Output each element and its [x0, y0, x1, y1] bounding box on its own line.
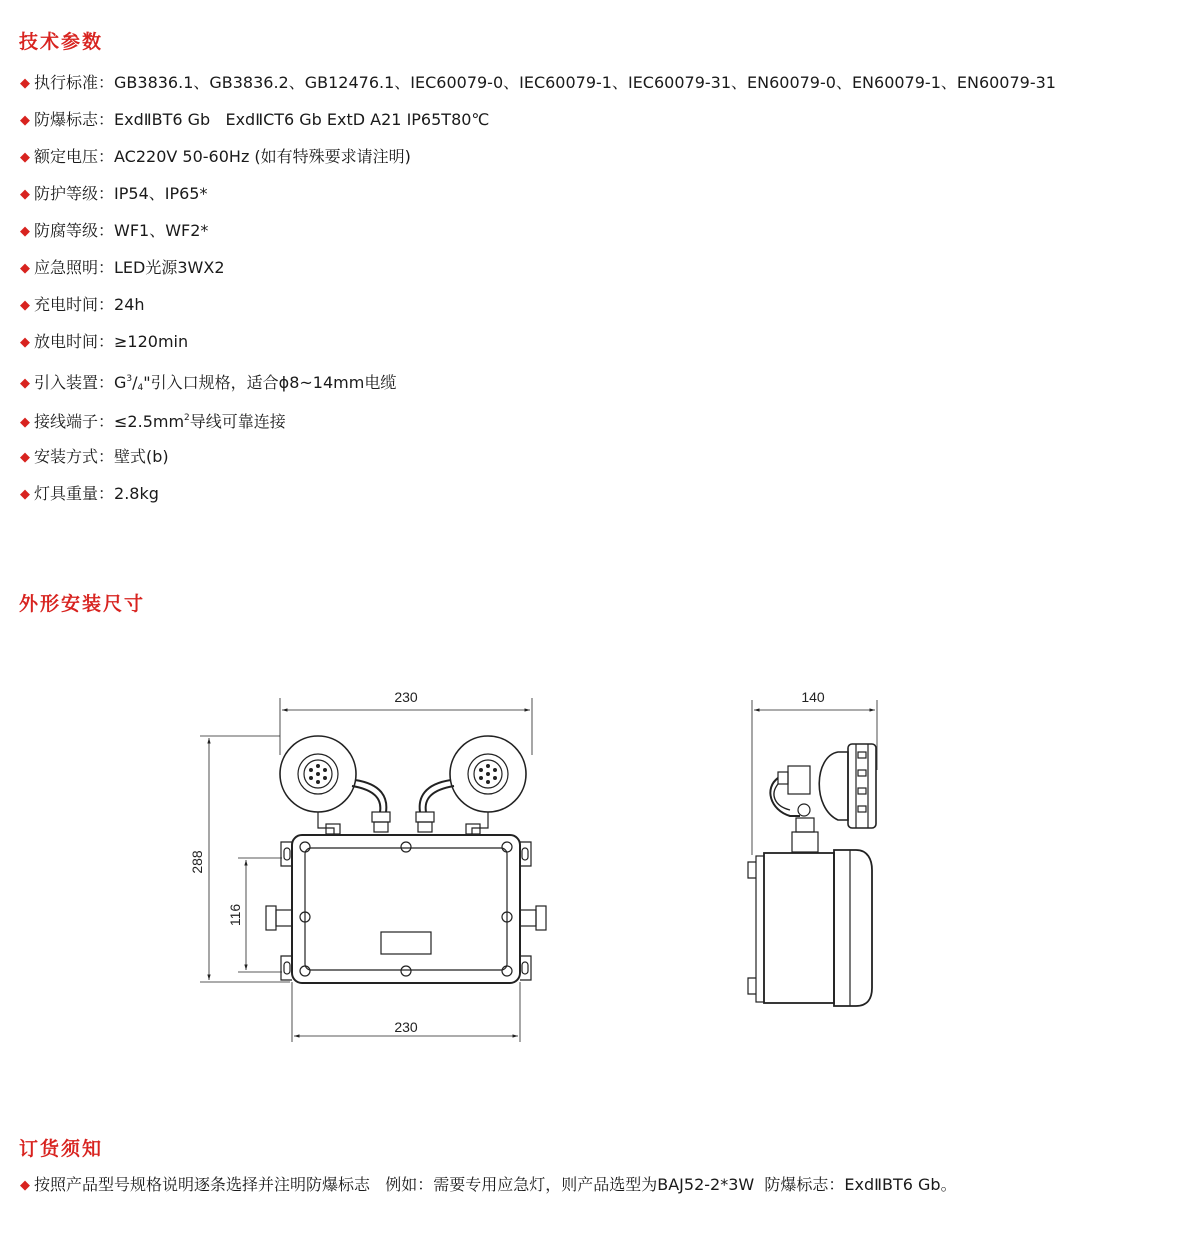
spec-item-terminal [20, 405, 1056, 444]
diamond-bullet-icon: ◆ [20, 450, 30, 465]
diamond-bullet-icon: ◆ [20, 261, 30, 276]
spec-item-anticorrosion [20, 218, 1056, 255]
spec-value: 2.8kg [114, 484, 159, 503]
spec-item-protection [20, 181, 1056, 218]
diamond-bullet-icon: ◆ [20, 76, 30, 91]
spec-label: 接线端子： [34, 412, 115, 431]
spec-label: 额定电压： [34, 147, 115, 166]
spec-value: 导线可靠连接 [189, 412, 286, 431]
spec-value: GB3836.1、GB3836.2、GB12476.1、IEC60079-0、IEC60079-1、IEC60079-31、EN60079-0、EN60079-1、EN60079-31 [114, 73, 1056, 92]
spec-label: 充电时间： [34, 295, 115, 314]
thread-letter: G [114, 373, 127, 392]
spec-value: IP54、IP65* [114, 184, 208, 203]
side-view [748, 689, 877, 1006]
spec-label: 防腐等级： [34, 221, 115, 240]
spec-value: ≥120min [114, 332, 189, 351]
spec-item-weight [20, 481, 1056, 518]
diamond-bullet-icon: ◆ [20, 1178, 30, 1193]
spec-item-ex-marking [20, 107, 1056, 144]
diamond-bullet-icon: ◆ [20, 335, 30, 350]
spec-item-entry [20, 366, 1056, 405]
technical-drawing [0, 670, 1200, 1120]
spec-item-mounting [20, 444, 1056, 481]
diamond-bullet-icon: ◆ [20, 187, 30, 202]
spec-label: 防爆标志： [34, 110, 115, 129]
spec-label: 引入装置： [34, 373, 115, 392]
front-view [189, 689, 546, 1042]
spec-item-charge-time [20, 292, 1056, 329]
spec-value: WF1、WF2* [114, 221, 209, 240]
superscript-two: 2 [184, 413, 190, 423]
spec-value: "引入口规格，适合ϕ8~14mm电缆 [143, 373, 397, 392]
specs-section-title: 技术参数 [19, 31, 104, 53]
fraction-denominator: 4 [137, 383, 144, 393]
diamond-bullet-icon: ◆ [20, 224, 30, 239]
dim-bottom-width: 230 [394, 1019, 418, 1035]
fraction-numerator: 3 [126, 374, 133, 384]
spec-item-emergency [20, 255, 1056, 292]
spec-item-standard [20, 70, 1056, 107]
diamond-bullet-icon: ◆ [20, 298, 30, 313]
spec-value: 壁式(b) [114, 447, 169, 466]
ordering-section-title: 订货须知 [19, 1138, 104, 1160]
spec-value: LED光源3WX2 [114, 258, 225, 277]
spec-value: ≤2.5mm [114, 412, 185, 431]
spec-item-voltage [20, 144, 1056, 181]
spec-label: 安装方式： [34, 447, 115, 466]
spec-label: 执行标准： [34, 73, 115, 92]
dim-mount-spacing: 116 [227, 903, 243, 927]
spec-value: AC220V 50-60Hz (如有特殊要求请注明) [114, 147, 411, 166]
dim-top-width: 230 [394, 689, 418, 705]
spec-list [20, 70, 1056, 518]
diamond-bullet-icon: ◆ [20, 415, 30, 430]
spec-label: 防护等级： [34, 184, 115, 203]
spec-label: 灯具重量： [34, 484, 115, 503]
dim-side-width: 140 [801, 689, 825, 705]
dimensions-section-title: 外形安装尺寸 [19, 593, 146, 615]
diamond-bullet-icon: ◆ [20, 150, 30, 165]
ordering-text: 按照产品型号规格说明逐条选择并注明防爆标志 例如：需要专用应急灯，则产品选型为BAJ52-2*3W 防爆标志：ExdⅡBT6 Gb。 [34, 1175, 957, 1194]
spec-label: 应急照明： [34, 258, 115, 277]
spec-value: ExdⅡBT6 Gb ExdⅡCT6 Gb ExtD A21 IP65T80℃ [114, 110, 490, 129]
ordering-note [20, 1172, 957, 1195]
spec-item-discharge-time [20, 329, 1056, 366]
diamond-bullet-icon: ◆ [20, 113, 30, 128]
dim-height: 288 [189, 850, 205, 874]
spec-value: 24h [114, 295, 145, 314]
diamond-bullet-icon: ◆ [20, 376, 30, 391]
diamond-bullet-icon: ◆ [20, 487, 30, 502]
fraction-slash: / [132, 373, 138, 392]
spec-label: 放电时间： [34, 332, 115, 351]
